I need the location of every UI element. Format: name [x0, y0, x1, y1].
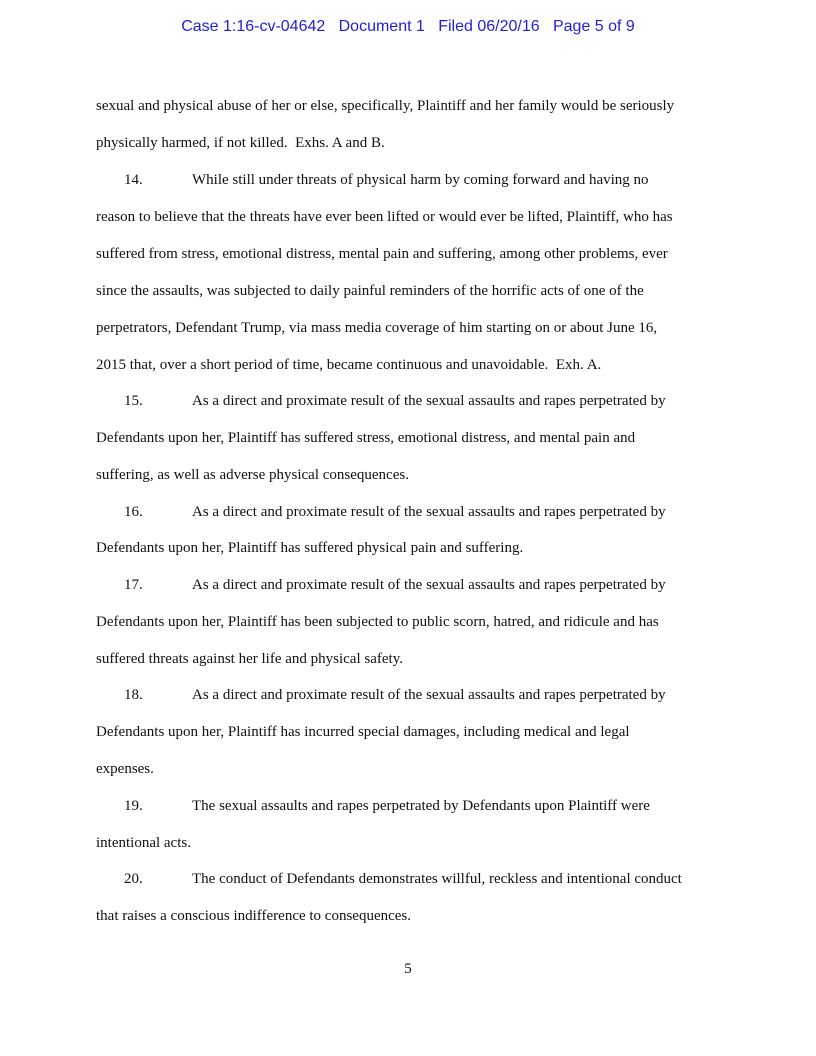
paragraph-14-line-2: reason to believe that the threats have ever been lifted or would ever be lifted, Plaintiff, who has	[96, 209, 673, 225]
paragraph-16-line-1: As a direct and proximate result of the sexual assaults and rapes perpetrated by	[192, 504, 666, 520]
paragraph-14-line-5: perpetrators, Defendant Trump, via mass media coverage of him starting on or about June 16,	[96, 320, 658, 336]
paragraph-17-line-1: As a direct and proximate result of the sexual assaults and rapes perpetrated by	[192, 577, 666, 593]
paragraph-19-line-2: intentional acts.	[96, 835, 191, 851]
paragraph-20-line-1: The conduct of Defendants demonstrates willful, reckless and intentional conduct	[192, 871, 682, 887]
paragraph-17-number: 17.	[124, 577, 143, 593]
paragraph-14-line-6: 2015 that, over a short period of time, became continuous and unavoidable. Exh. A.	[96, 357, 602, 373]
carryover-line-2: physically harmed, if not killed. Exhs. A and B.	[96, 135, 385, 151]
case-header: Case 1:16-cv-04642 Document 1 Filed 06/20/16 Page 5 of 9	[181, 18, 635, 35]
paragraph-15-line-2: Defendants upon her, Plaintiff has suffered stress, emotional distress, and mental pain and	[96, 430, 636, 446]
paragraph-15-number: 15.	[124, 393, 143, 409]
paragraph-20-number: 20.	[124, 871, 143, 887]
paragraph-20-line-2: that raises a conscious indifference to consequences.	[96, 908, 412, 924]
paragraph-15-line-3: suffering, as well as adverse physical consequences.	[96, 467, 409, 483]
carryover-line-1: sexual and physical abuse of her or else, specifically, Plaintiff and her family would be seriously	[96, 98, 675, 114]
paragraph-14-line-1: While still under threats of physical harm by coming forward and having no	[192, 172, 649, 188]
paragraph-14-line-4: since the assaults, was subjected to daily painful reminders of the horrific acts of one of the	[96, 283, 644, 299]
paragraph-19-line-1: The sexual assaults and rapes perpetrated by Defendants upon Plaintiff were	[192, 798, 650, 814]
paragraph-14-number: 14.	[124, 172, 143, 188]
paragraph-16-number: 16.	[124, 504, 143, 520]
paragraph-17-line-3: suffered threats against her life and physical safety.	[96, 651, 403, 667]
paragraph-18-line-1: As a direct and proximate result of the sexual assaults and rapes perpetrated by	[192, 687, 666, 703]
paragraph-17-line-2: Defendants upon her, Plaintiff has been subjected to public scorn, hatred, and ridicule and has	[96, 614, 659, 630]
paragraph-14-line-3: suffered from stress, emotional distress, mental pain and suffering, among other problems, ever	[96, 246, 668, 262]
paragraph-16-line-2: Defendants upon her, Plaintiff has suffered physical pain and suffering.	[96, 540, 524, 556]
page-number: 5	[404, 961, 412, 977]
paragraph-18-line-3: expenses.	[96, 761, 154, 777]
paragraph-18-line-2: Defendants upon her, Plaintiff has incurred special damages, including medical and legal	[96, 724, 630, 740]
paragraph-18-number: 18.	[124, 687, 143, 703]
paragraph-15-line-1: As a direct and proximate result of the sexual assaults and rapes perpetrated by	[192, 393, 666, 409]
paragraph-19-number: 19.	[124, 798, 143, 814]
